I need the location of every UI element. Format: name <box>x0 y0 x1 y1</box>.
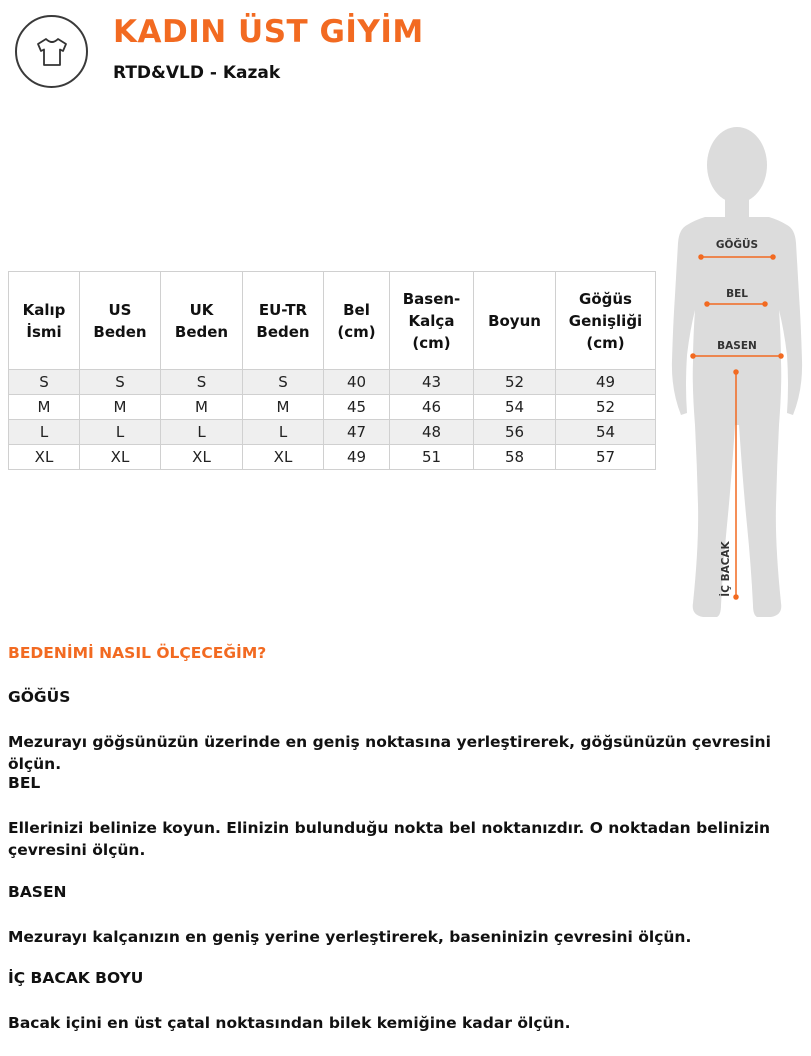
section-heading-waist: BEL <box>8 774 41 792</box>
table-cell: XL <box>161 445 243 470</box>
table-row <box>9 395 656 420</box>
table-cell: 54 <box>474 395 556 420</box>
table-cell: 56 <box>474 420 556 445</box>
table-cell: 51 <box>390 445 474 470</box>
section-text-hip: Mezurayı kalçanızın en geniş yerine yerleştirerek, baseninizin çevresini ölçün. <box>8 928 692 946</box>
table-cell: M <box>9 395 80 420</box>
table-row <box>9 445 656 470</box>
size-table <box>8 271 656 470</box>
table-cell: 57 <box>556 445 656 470</box>
table-cell: XL <box>243 445 324 470</box>
table-cell: S <box>243 370 324 395</box>
table-cell: 40 <box>324 370 390 395</box>
table-cell: 43 <box>390 370 474 395</box>
table-cell: 52 <box>556 395 656 420</box>
col-header-boyun: Boyun <box>474 272 556 370</box>
table-cell: 49 <box>324 445 390 470</box>
table-cell: 52 <box>474 370 556 395</box>
section-heading-hip: BASEN <box>8 883 67 901</box>
col-header-gogus: Göğüs Genişliği (cm) <box>556 272 656 370</box>
col-header-eu-tr: EU-TR Beden <box>243 272 324 370</box>
hip-label: BASEN <box>717 340 757 352</box>
waist-label: BEL <box>726 288 748 300</box>
chest-label: GÖĞÜS <box>715 239 759 251</box>
table-cell: 47 <box>324 420 390 445</box>
section-text-inseam: Bacak içini en üst çatal noktasından bilek kemiğine kadar ölçün. <box>8 1014 571 1032</box>
body-measurement-figure <box>665 125 811 620</box>
table-cell: M <box>243 395 324 420</box>
table-cell: 54 <box>556 420 656 445</box>
product-subtitle: RTD&VLD - Kazak <box>113 63 281 83</box>
table-cell: 45 <box>324 395 390 420</box>
table-cell: XL <box>9 445 80 470</box>
table-cell: 46 <box>390 395 474 420</box>
col-header-bel: Bel (cm) <box>324 272 390 370</box>
table-cell: L <box>9 420 80 445</box>
section-heading-inseam: İÇ BACAK BOYU <box>8 969 144 987</box>
inseam-label: İÇ BACAK <box>720 541 732 597</box>
table-cell: L <box>80 420 161 445</box>
table-cell: M <box>80 395 161 420</box>
table-cell: 48 <box>390 420 474 445</box>
table-cell: M <box>161 395 243 420</box>
table-row <box>9 420 656 445</box>
col-header-uk: UK Beden <box>161 272 243 370</box>
page-title: KADIN ÜST GİYİM <box>113 14 424 50</box>
section-heading-chest: GÖĞÜS <box>8 688 71 706</box>
table-row <box>9 370 656 395</box>
table-cell: S <box>80 370 161 395</box>
col-header-basen: Basen- Kalça (cm) <box>390 272 474 370</box>
col-header-us: US Beden <box>80 272 161 370</box>
table-cell: L <box>161 420 243 445</box>
table-cell: S <box>161 370 243 395</box>
table-header-row <box>9 272 656 370</box>
logo-badge <box>15 15 88 88</box>
guide-title: BEDENİMİ NASIL ÖLÇECEĞİM? <box>8 644 267 662</box>
table-cell: 49 <box>556 370 656 395</box>
table-cell: L <box>243 420 324 445</box>
table-cell: 58 <box>474 445 556 470</box>
col-header-kalip: Kalıp İsmi <box>9 272 80 370</box>
table-cell: S <box>9 370 80 395</box>
table-cell: XL <box>80 445 161 470</box>
tshirt-icon <box>34 36 70 68</box>
section-text-waist: Ellerinizi belinize koyun. Elinizin bulunduğu nokta bel noktanızdır. O noktadan belinizin çevresini ölçün. <box>8 819 771 859</box>
section-text-chest: Mezurayı göğsünüzün üzerinde en geniş noktasına yerleştirerek, göğsünüzün çevresini ölçün. <box>8 733 771 773</box>
